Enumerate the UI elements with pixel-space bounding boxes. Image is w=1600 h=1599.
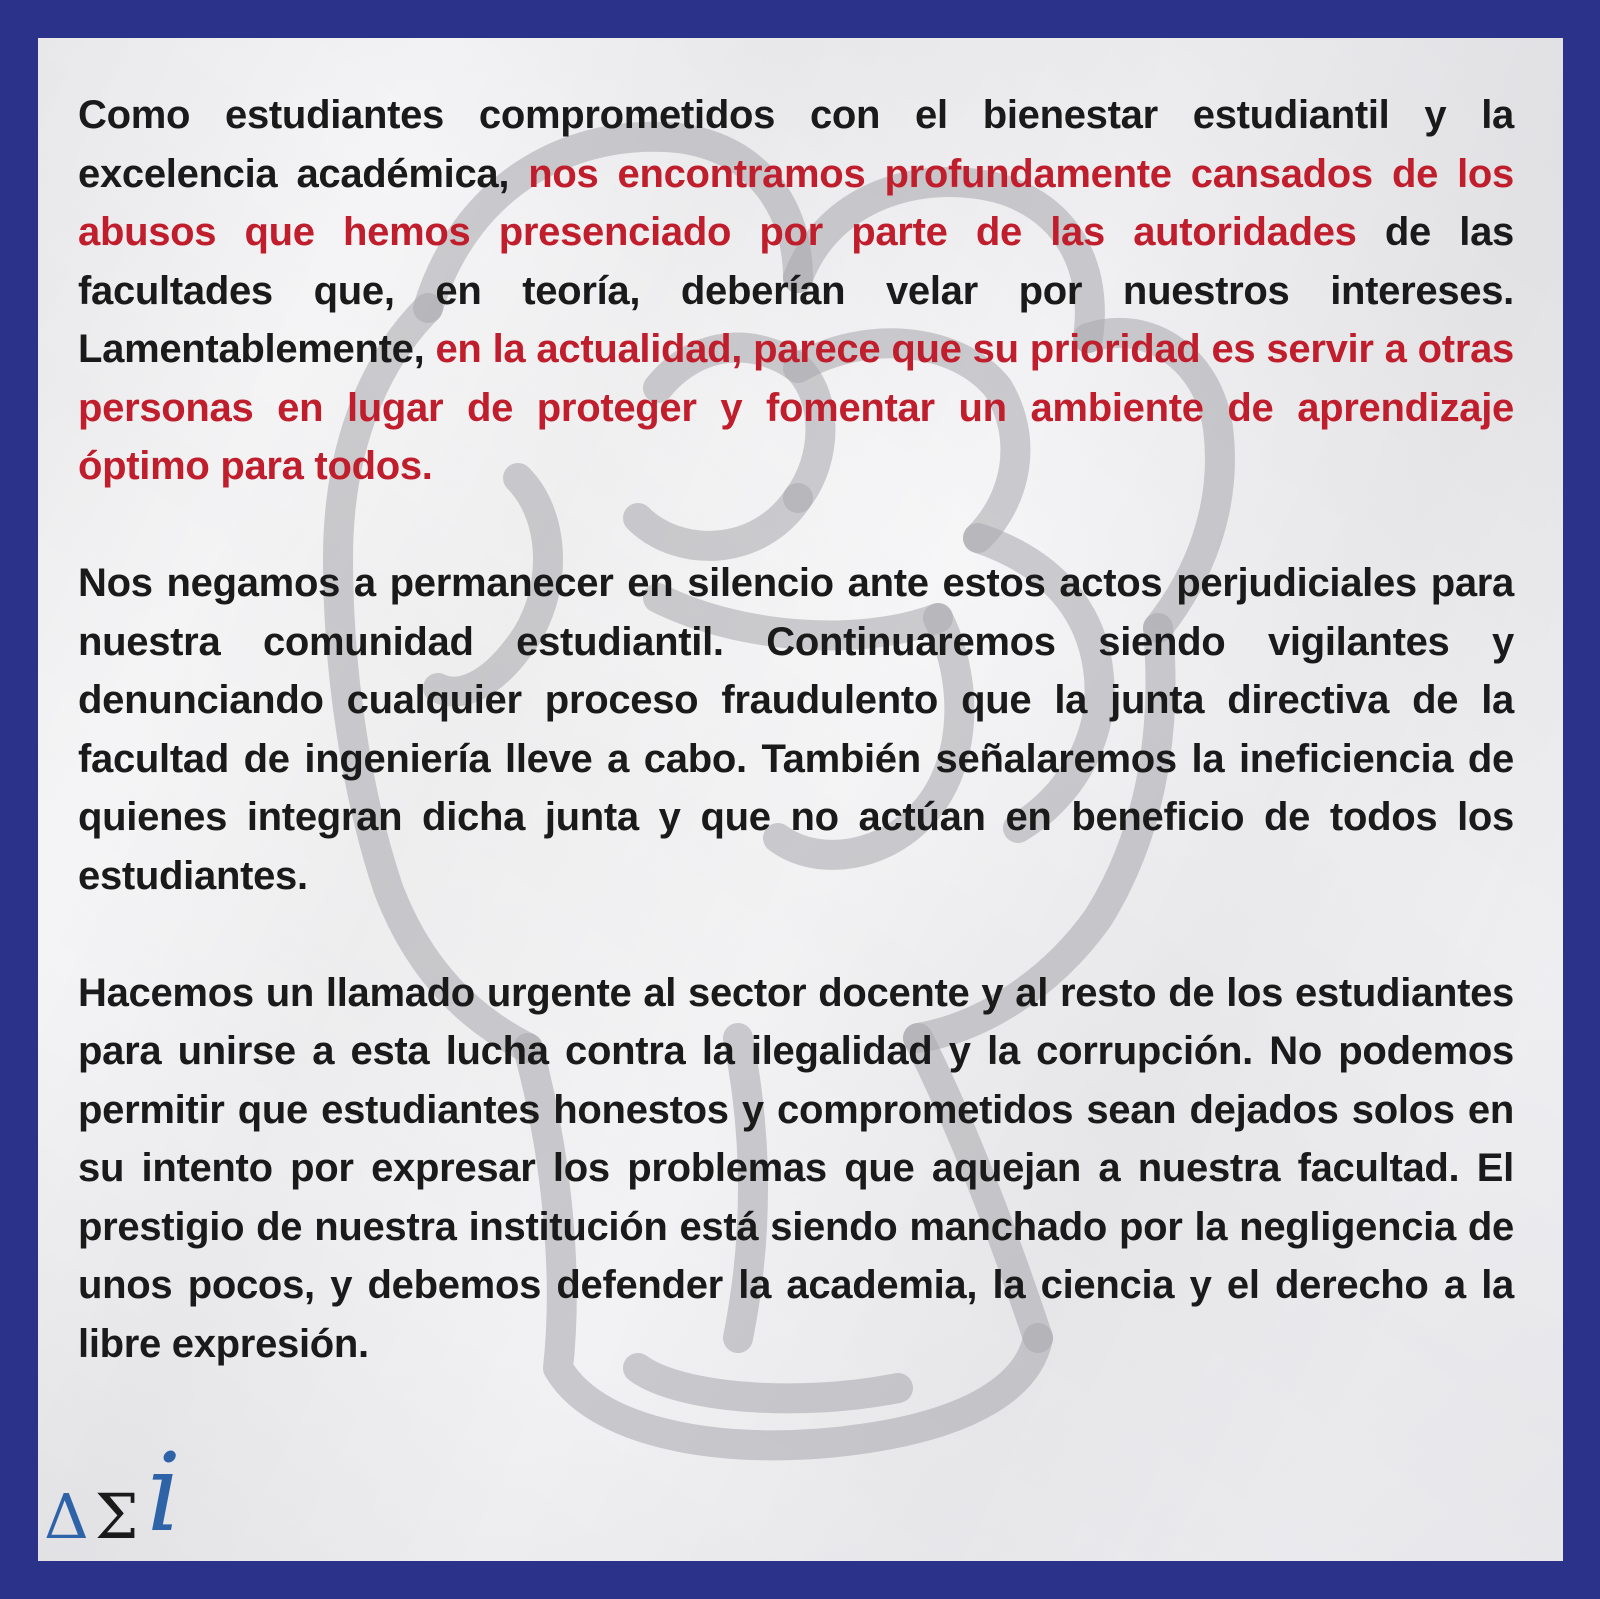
paragraph-1-highlight-b: en la actualidad, parece que su prioridad es servir a otras personas en lugar de proteger y fomentar un ambiente de aprendizaje óptimo para todos. xyxy=(78,327,1514,488)
paragraph-3-text: Hacemos un llamado urgente al sector docente y al resto de los estudiantes para unirse a esta lucha contra la ilegalidad y la corrupción. No podemos permitir que estudiantes honestos y comprometidos sean dejados solos en su intento por expresar los problemas que aquejan a nuestra facultad. El prestigio de nuestra institución está siendo manchado por la negligencia de unos pocos, y debemos defender la academia, la ciencia y el derecho a la libre expresión. xyxy=(78,970,1514,1366)
paragraph-1-text-a: Como estudiantes comprometidos con el bienestar estudiantil y la excelencia académica, xyxy=(78,93,1514,196)
logo-iota: i xyxy=(146,1431,182,1556)
paragraph-1 xyxy=(78,86,1514,496)
paragraph-3 xyxy=(78,964,1514,1374)
paragraph-1-text-b: de las facultades que, en teoría, deberían velar por nuestros intereses. Lamentablemente, xyxy=(78,210,1514,371)
logo xyxy=(44,1428,182,1556)
paragraph-2-text: Nos negamos a permanecer en silencio ante estos actos perjudiciales para nuestra comunidad estudiantil. Continuaremos siendo vigilantes y denunciando cualquier proceso fraudulento que la junta directiva de la facultad de ingeniería lleve a cabo. También señalaremos la ineficiencia de quienes integran dicha junta y que no actúan en beneficio de todos los estudiantes. xyxy=(78,561,1514,898)
paragraph-1-highlight-a: nos encontramos profundamente cansados de los abusos que hemos presenciado por parte de las autoridades xyxy=(78,151,1514,254)
logo-delta: Δ xyxy=(44,1480,89,1553)
logo-sigma: Σ xyxy=(94,1480,139,1553)
paragraph-2 xyxy=(78,554,1514,905)
paper-background xyxy=(38,38,1563,1561)
statement-text xyxy=(78,86,1514,1432)
